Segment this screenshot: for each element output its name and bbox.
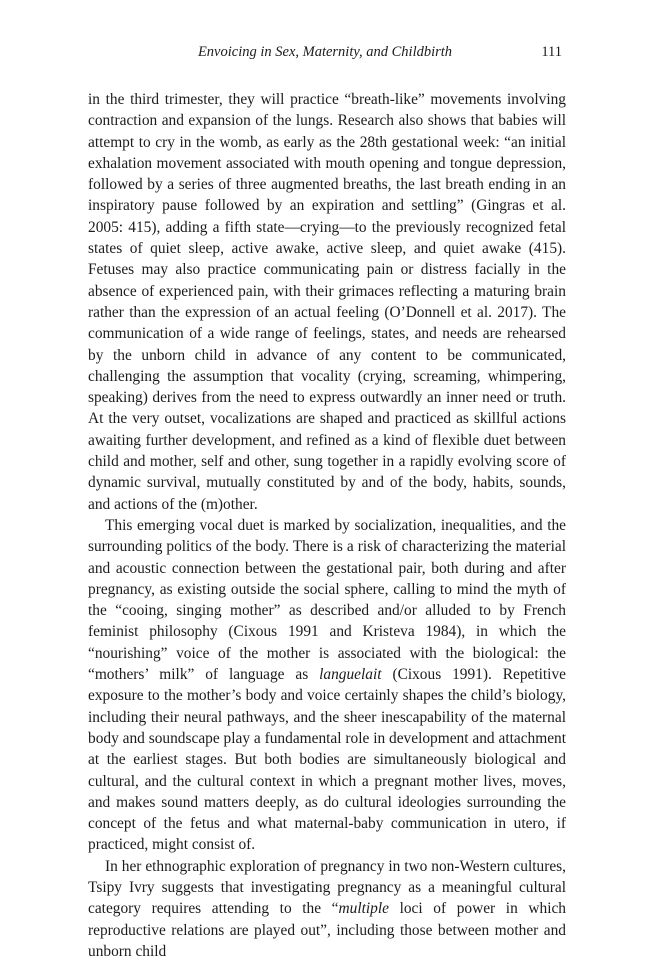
paragraph-text: In her ethnographic exploration of pregnancy in two non-Western cultures, Tsipy Ivry suggests that investigating pregnancy as a meaningful cultural category requires attending to the “	[88, 857, 566, 918]
paragraph-text: in the third trimester, they will practice “breath-like” movements involving contraction and expansion of the lungs. Research also shows that babies will attempt to cry in the womb, as early as the 28th gestational week: “an initial exhalation movement associated with mouth opening and tongue depression, followed by a series of three augmented breaths, the last breath ending in an inspiratory pause followed by an expiration and settling” (Gingras et al. 2005: 415), adding a fifth state—crying—to the previously recognized fetal states of quiet sleep, active awake, active sleep, and quiet awake (415). Fetuses may also practice communicating pain or distress facially in the absence of experienced pain, with their grimaces reflecting a maturing brain rather than the expression of an actual feeling (O’Donnell et al. 2017). The communication of a wide range of feelings, states, and needs are rehearsed by the unborn child in advance of any content to be communicated, challenging the assumption that vocality (crying, screaming, whimpering, speaking) derives from the need to express outwardly an inner need or truth. At the very outset, vocalizations are shaped and practiced as skillful actions awaiting further development, and refined as a kind of flexible duet between child and mother, self and other, sung together in a rapidly evolving score of dynamic survival, mutually constituted by and of the body, habits, sounds, and actions of the (m)other.	[88, 91, 566, 513]
italic-term: languelait	[319, 666, 382, 684]
running-head	[88, 44, 562, 66]
body-text	[88, 89, 566, 962]
paragraph-text: loci of power in which reproductive relations are played out”, including those between mother and unborn child	[88, 900, 566, 960]
paragraph-3	[88, 856, 566, 962]
paragraph-text: This emerging vocal duet is marked by socialization, inequalities, and the surrounding politics of the body. There is a risk of characterizing the material and acoustic connection between the gestational pair, both during and after pregnancy, as existing outside the social sphere, calling to mind the myth of the “cooing, singing mother” as described and/or alluded to by French feminist philosophy (Cixous 1991 and Kristeva 1984), in which the “nourishing” voice of the mother is associated with the biological: the “mothers’ milk” of language as	[88, 516, 566, 684]
running-title: Envoicing in Sex, Maternity, and Childbirth	[197, 44, 453, 60]
paragraph-1	[88, 89, 566, 515]
paragraph-2	[88, 515, 566, 856]
page-number: 111	[541, 44, 562, 60]
italic-term: multiple	[338, 900, 389, 918]
paragraph-text: (Cixous 1991). Repetitive exposure to the mother’s body and voice certainly shapes the child’s biology, including their neural pathways, and the sheer inescapability of the maternal body and soundscape play a fundamental role in development and attachment at the earliest stages. But both bodies are simultaneously biological and cultural, and the cultural context in which a pregnant mother lives, moves, and makes sound matters deeply, as do cultural ideologies surrounding the concept of the fetus and what maternal-baby communication in utero, if practiced, might consist of.	[88, 666, 566, 854]
